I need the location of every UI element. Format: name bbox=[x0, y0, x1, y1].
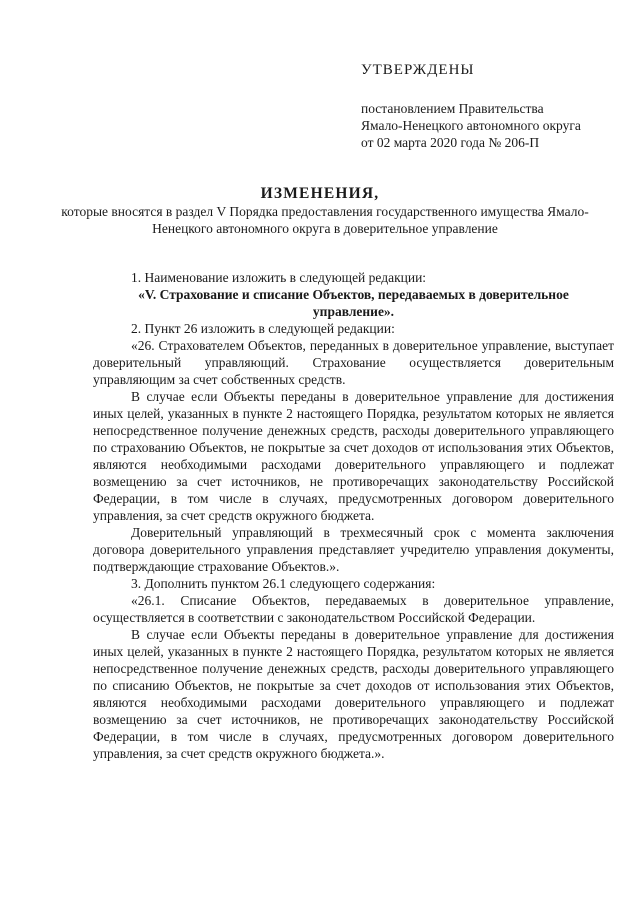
decree-line: постановлением Правительства bbox=[361, 101, 544, 116]
document-body bbox=[93, 269, 614, 762]
decree-line: Ямало-Ненецкого автономного округа bbox=[361, 118, 581, 133]
document-subtitle: которые вносятся в раздел V Порядка предоставления государственного имущества Ямало-Ненецкого автономного округа в доверительное управление bbox=[61, 204, 589, 236]
paragraph-26-1: «26.1. Списание Объектов, передаваемых в доверительное управление, осуществляется в соответствии с законодательством Российской Федерации. bbox=[93, 593, 614, 625]
paragraph-item-3: 3. Дополнить пунктом 26.1 следующего содержания: bbox=[131, 576, 436, 591]
paragraph-item-2: 2. Пункт 26 изложить в следующей редакции: bbox=[131, 321, 395, 336]
paragraph-26-part-3: Доверительный управляющий в трехмесячный срок с момента заключения договора доверительного управления представляет учредителю управления документы, подтверждающие страхование Объектов.». bbox=[93, 525, 614, 574]
paragraph-26: «26. Страхователем Объектов, переданных в доверительное управление, выступает доверительный управляющий. Страхование осуществляется доверительным управляющим за счет собственных средств. bbox=[93, 338, 614, 387]
paragraph-26-1-part-2: В случае если Объекты переданы в доверительное управление для достижения иных целей, указанных в пункте 2 настоящего Порядка, результатом которых не является непосредственное получение денежных средств, расходы доверительного управляющего по списанию Объектов, не покрытые за счет доходов от использования этих Объектов, являются необходимыми расходами доверительного управляющего и подлежат возмещению за счет источников, не противоречащих законодательству Российской Федерации, в том числе в случаях, предусмотренных договором доверительного управления, за счет средств окружного бюджета.». bbox=[93, 627, 614, 761]
section-heading-quote: «V. Страхование и списание Объектов, передаваемых в доверительное управление». bbox=[138, 287, 569, 319]
paragraph-item-1: 1. Наименование изложить в следующей редакции: bbox=[131, 270, 427, 285]
decree-reference bbox=[361, 100, 581, 151]
decree-line: от 02 марта 2020 года № 206-П bbox=[361, 135, 540, 150]
document-title: ИЗМЕНЕНИЯ, bbox=[260, 185, 380, 202]
approval-stamp-title: УТВЕРЖДЕНЫ bbox=[361, 62, 475, 78]
paragraph-26-part-2: В случае если Объекты переданы в доверительное управление для достижения иных целей, указанных в пункте 2 настоящего Порядка, результатом которых не является непосредственное получение денежных средств, расходы доверительного управляющего по страхованию Объектов, не покрытые за счет доходов от использования этих Объектов, являются необходимыми расходами доверительного управляющего и подлежат возмещению за счет источников, не противоречащих законодательству Российской Федерации, в том числе в случаях, предусмотренных договором доверительного управления, за счет средств окружного бюджета. bbox=[93, 389, 614, 523]
